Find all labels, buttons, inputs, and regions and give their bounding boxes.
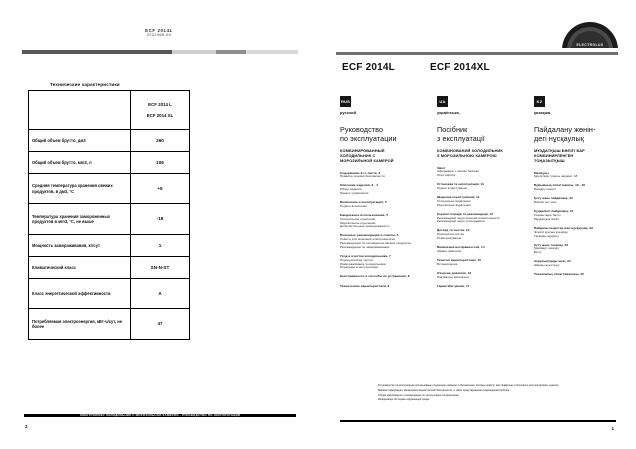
spec-value: +5 [131, 174, 190, 204]
toc-subentry: Обзор изделия [340, 187, 362, 192]
symbols-note [374, 384, 564, 403]
toc-subentry: Періодична чистка [437, 232, 464, 237]
toc-entry[interactable]: Включение и эксплуатация, 5 [340, 200, 387, 205]
toc-entry[interactable]: Мазмұны [534, 170, 549, 175]
language-name: українська, [437, 109, 460, 115]
note-paragraph: Общая информация и рекомендации по эксплуатации холодильника. [378, 393, 460, 397]
list-item [437, 167, 525, 179]
electrolux-logo-icon [562, 22, 618, 52]
toc-subentry: Інформація з техніки безпеки [437, 169, 480, 174]
toc-entry[interactable]: Содержание 2-го листа, 3 [340, 170, 381, 175]
subtitle-line-2: ТОҢАЗЫТҚЫШ [534, 157, 565, 163]
heading-line-1: Пайдалану жөнін- [534, 124, 596, 134]
bar-segment-mid [216, 50, 246, 54]
toc-subentry: Электр қуатын үнемдеу [534, 229, 568, 234]
toc-entry[interactable]: Корисні поради та рекомендації, 12 [437, 211, 494, 216]
list-item [534, 172, 622, 180]
heading-line-2: з експлуатації [437, 134, 485, 143]
list-item [340, 172, 428, 180]
spec-value: 106 [131, 152, 190, 174]
spec-label: Класс энергетической эффективности [29, 279, 131, 309]
toc-subentry: Рекомендации по охлаждению свежих продуктов [340, 241, 411, 246]
language-badge-ua [437, 96, 448, 107]
badge-label: RUS [340, 99, 351, 104]
subtitle-line-2: З МОРОЗИЛЬНОЮ КАМЕРОЮ [437, 152, 497, 158]
list-item [340, 234, 428, 249]
toc-subentry: Тоңазытқыш бөлігі [534, 213, 561, 218]
section-subtitle [534, 148, 622, 163]
left-page-header [0, 28, 318, 38]
language-badge-rus [340, 96, 351, 107]
header-code-text: 2222366-00 [146, 33, 172, 37]
heading-line-1: Руководство [340, 124, 384, 134]
spec-value: 260 [131, 130, 190, 152]
table-row [29, 279, 190, 309]
model-titles [342, 62, 622, 73]
list-item [534, 273, 622, 277]
left-footer-text: ЭЛЕКТРОЛЮКС ХОЛОДИЛЬНИК С МОРОЗИЛЬНОЙ КАМЕРОЙ - РУКОВОДСТВО ПО ЭКСПЛУАТАЦИИ [79, 413, 241, 418]
list-item [437, 272, 525, 280]
subtitle-line-3: МОРОЗИЛЬНОЙ КАМЕРОЙ [340, 157, 394, 163]
spec-label: Средняя температура хранения свежих продуктов, в дм3, °C [29, 174, 131, 204]
toc-entry[interactable]: Полезные рекомендации и советы, 6 [340, 233, 399, 238]
toc-entry[interactable]: Гарантійні умови, 17 [437, 283, 470, 288]
list-item [534, 244, 622, 256]
list-item [340, 184, 428, 196]
toc-subentry: Мұздатқыш бөлігі [534, 216, 560, 221]
toc-subentry: Первое включение [340, 203, 368, 208]
left-page-number: 2 [25, 424, 28, 429]
spec-value: 1 [131, 235, 190, 257]
subtitle-line-1: КОМБИНИРОВАННЫЙ [340, 147, 385, 153]
spec-value: 47 [131, 309, 190, 340]
language-column-rus [340, 96, 428, 294]
toc-rus [340, 172, 428, 289]
right-page [318, 0, 636, 449]
subtitle-line-1: КОМБІНОВАНИЙ ХОЛОДИЛЬНИК [437, 147, 503, 153]
list-item [340, 285, 428, 289]
toc-subentry: Правила техники безопасности [340, 174, 385, 179]
toc-subentry: Перерывы в эксплуатации [340, 265, 379, 270]
toc-subentry: Дополнительные принадлежности [340, 224, 390, 229]
toc-subentry: Морозильное отделение [340, 220, 376, 225]
note-paragraph: Информация об охране окружающей среды. [378, 398, 430, 402]
spec-value: SN-N-ST [131, 257, 190, 279]
list-item [534, 197, 622, 205]
toc-kz [534, 172, 622, 278]
section-subtitle [437, 148, 525, 158]
heading-line-2: дегі нұсқаулық [534, 134, 584, 143]
language-name: русский [340, 109, 357, 115]
toc-entry[interactable]: Технічні характеристики, 15 [437, 258, 481, 263]
toc-entry[interactable]: Виявлення несправностей, 14 [437, 245, 485, 250]
toc-subentry: Советы для экономии электроэнергии [340, 237, 396, 242]
list-item [437, 229, 525, 241]
toc-entry[interactable]: Описание изделия, 3 - 4 [340, 183, 378, 188]
model-title-1: ECF 2014L [342, 62, 395, 73]
toc-subentry: Розморожування [437, 236, 462, 241]
right-header-rule [336, 52, 618, 55]
list-item [437, 196, 525, 208]
heading-line-2: по эксплуатации [340, 134, 397, 143]
toc-subentry: Басқару панелі [534, 187, 556, 192]
table-row [29, 130, 190, 152]
table-row [29, 204, 190, 235]
toc-entry[interactable]: Күнделікті пайдалану, 21 [534, 209, 574, 214]
spec-label: Общий объем брутто, дм3 [29, 130, 131, 152]
list-item [437, 285, 525, 289]
note-paragraph: Важная информация, касающаяся вашей личной безопасности, а также предотвращения повреждений прибора. [378, 388, 510, 392]
toc-subentry: Заміна лампочки [437, 249, 462, 254]
model-title-2: ECF 2014XL [430, 62, 490, 73]
toc-subentry: Қауіпсіздік туралы ақпарат, 18 [534, 174, 578, 179]
toc-subentry: Холодильне відділення [437, 198, 471, 203]
language-columns [340, 96, 630, 294]
list-item [340, 255, 428, 270]
spec-label: Потребляемая электроэнергия, кВт·ч/сут, не более [29, 309, 131, 340]
bar-segment-pale [246, 50, 298, 54]
table-row [29, 235, 190, 257]
toc-subentry: Перше користування [437, 186, 468, 191]
logo-wordmark: ELECTROLUX [576, 43, 604, 47]
right-footer-rule [340, 420, 616, 422]
list-item [437, 246, 525, 254]
toc-subentry: Еріту [534, 250, 542, 255]
toc-subentry: Тағамды мұздату [534, 233, 559, 238]
list-item [534, 227, 622, 239]
model-line-2: ECF 2014 XL [146, 113, 174, 118]
toc-entry[interactable]: Неисправности и способы их устранения, 8 [340, 274, 410, 279]
table-row [29, 174, 190, 204]
toc-subentry: Шамды ауыстыру [534, 263, 560, 268]
spec-label: Общий объем брутто, мm3, л [29, 152, 131, 174]
table-row [29, 257, 190, 279]
spec-label: Климатический класс [29, 257, 131, 279]
toc-entry[interactable]: Пайдалы кеңестер мен нұсқаулар, 22 [534, 225, 593, 230]
table-row [29, 309, 190, 340]
subtitle-line-1: МҰЗДАТҚЫШ БӨЛІГІ БАР КОМБИНИРЛЕНГЕН [534, 147, 585, 158]
spec-header-model-cell [131, 91, 190, 130]
table-row [29, 152, 190, 174]
toc-entry[interactable]: Догляд та чистка, 13 [437, 228, 470, 233]
toc-subentry: Пакувальні матеріали [437, 274, 469, 279]
toc-entry[interactable]: Технические характеристики, 9 [340, 283, 390, 288]
list-item [534, 184, 622, 192]
toc-subentry: Опис виробу [437, 173, 456, 178]
list-item [534, 260, 622, 268]
language-column-ua [437, 96, 525, 294]
section-heading [437, 125, 525, 144]
toc-subentry: Рекомендації щодо економії електроенергії [437, 215, 500, 220]
list-item [437, 213, 525, 225]
spec-table-title: Технические характеристики [50, 82, 120, 87]
list-item [340, 201, 428, 209]
toc-entry[interactable]: Ежедневное использование, 5 [340, 212, 389, 217]
spec-table [28, 90, 190, 340]
toc-subentry: Размораживание холодильника [340, 261, 386, 266]
toc-entry[interactable]: Күту және тазалау, 23 [534, 242, 569, 247]
spec-label: Температура хранения замороженных продуктов в мm3, °C, не выше [29, 204, 131, 235]
list-item [340, 275, 428, 279]
left-footer-strip [24, 414, 296, 417]
spec-value: A [131, 279, 190, 309]
toc-subentry: Встановлення [437, 261, 458, 266]
toc-entry[interactable]: Уход и очистка холодильника, 7 [340, 253, 391, 258]
toc-entry[interactable]: Қосу және пайдалану, 21 [534, 196, 573, 201]
bar-segment-dark [22, 50, 172, 54]
list-item [437, 183, 525, 191]
section-heading [534, 125, 622, 144]
list-item [437, 259, 525, 267]
section-heading [340, 125, 428, 144]
toc-subentry: Холодильное отделение [340, 216, 376, 221]
model-line-1: ECF 2014 L [148, 102, 172, 107]
toc-subentry: Рекомендации по замораживанию [340, 244, 390, 249]
toc-entry[interactable]: Охорона довкілля, 16 [437, 270, 472, 275]
right-page-number: 1 [611, 426, 614, 431]
toc-entry[interactable]: Ақаулықтарды жою, 24 [534, 259, 571, 264]
badge-label: KZ [536, 99, 543, 104]
bar-segment-light [172, 50, 216, 54]
toc-entry[interactable]: Установка та експлуатація, 11 [437, 182, 484, 187]
badge-label: UA [439, 99, 446, 104]
language-column-kz [534, 96, 622, 294]
section-subtitle [340, 148, 428, 163]
subtitle-line-2: ХОЛОДИЛЬНИК С [340, 152, 376, 158]
list-item [534, 210, 622, 222]
toc-entry[interactable]: Щоденне користування, 11 [437, 195, 480, 200]
list-item [340, 214, 428, 229]
note-paragraph: В руководстве по эксплуатации использованы следующие символы и обозначения, которые помогут вам правильно и безопасно эксплуатировать изделие. [378, 384, 560, 387]
language-name: қазақша [534, 109, 551, 115]
toc-subentry: Мерзімді тазалау [534, 246, 559, 251]
toc-subentry: Морозильне відділення [437, 202, 471, 207]
toc-subentry: Панель управления [340, 191, 369, 196]
toc-subentry: Рекомендації щодо охолодження [437, 219, 485, 224]
language-badge-kz [534, 96, 545, 107]
toc-ua [437, 167, 525, 289]
header-model-text: ECF 2014L [145, 28, 173, 33]
header-color-bar [22, 50, 298, 54]
toc-entry[interactable]: Зміст [437, 165, 446, 170]
toc-entry[interactable]: Техникалық сипаттамалары, 25 [534, 272, 584, 277]
toc-subentry: Периодическая чистка [340, 257, 373, 262]
toc-subentry: Бірінші рет қосу [534, 200, 557, 205]
heading-line-1: Посібник [437, 124, 468, 134]
spec-label: Мощность замораживания, кг/сут [29, 235, 131, 257]
spec-header-blank-cell [29, 91, 131, 130]
toc-entry[interactable]: Бұйымның сипаттамасы, 19 - 20 [534, 183, 586, 188]
spec-table-header-row [29, 91, 190, 130]
spec-value: -18 [131, 204, 190, 235]
